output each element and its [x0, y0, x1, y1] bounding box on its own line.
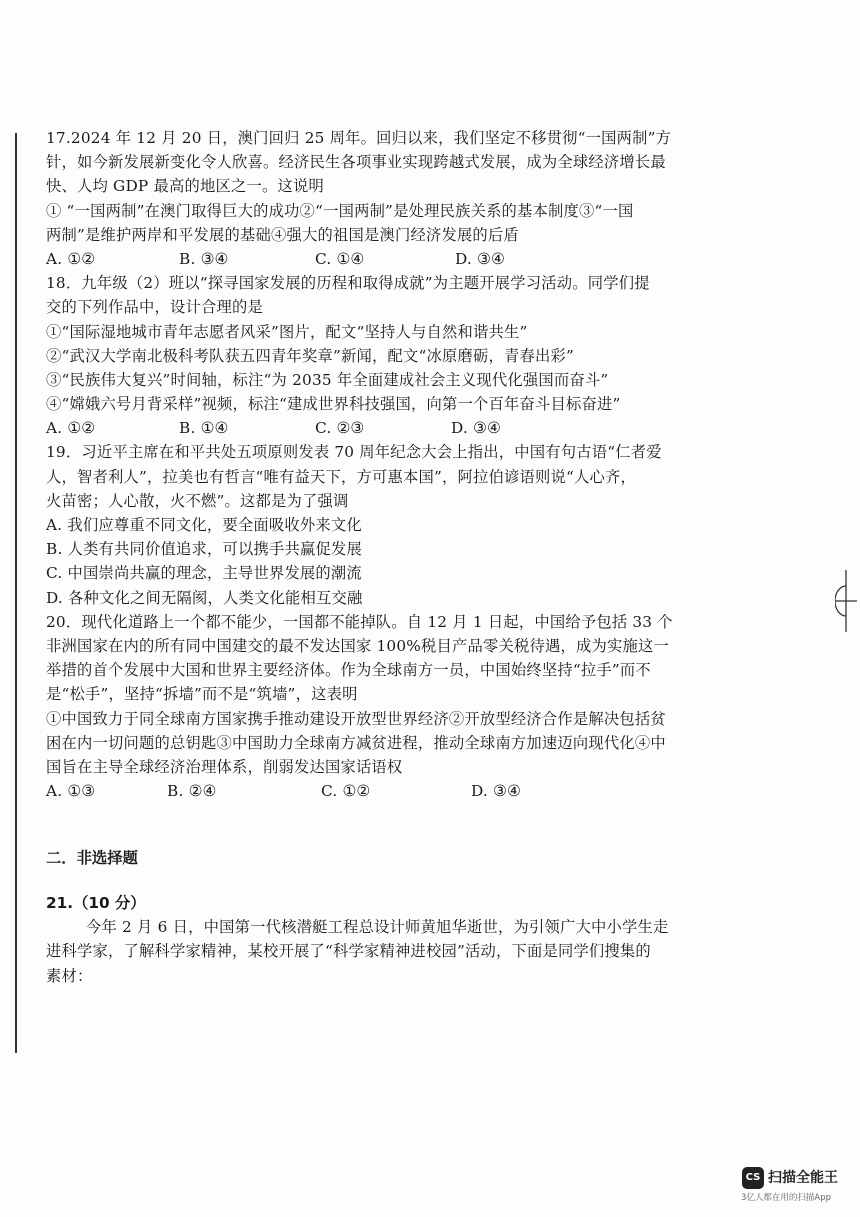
choice-b: B. ③④	[179, 249, 229, 268]
question-text-line: 火苗密；人心散，火不燃”。这都是为了强调	[46, 491, 349, 510]
question-text-line: ①中国致力于同全球南方国家携手推动建设开放型世界经济②开放型经济合作是解决包括贫	[46, 709, 666, 728]
question-text-line: 人，智者利人”，拉美也有哲言“唯有益天下，方可惠本国”，阿拉伯谚语则说“人心齐，	[46, 467, 636, 486]
choice-d: D. ③④	[451, 419, 501, 438]
choice-d: D. ③④	[471, 782, 521, 801]
choice-b: B. ②④	[167, 782, 217, 801]
question-text-line: 交的下列作品中，设计合理的是	[46, 298, 263, 317]
question-text-line: ①“国际湿地城市青年志愿者风采”图片，配文“坚持人与自然和谐共生”	[46, 322, 528, 341]
question-21	[46, 891, 706, 988]
question-text-line: 20．现代化道路上一个都不能少，一国都不能掉队。自 12 月 1 日起，中国给予包括 33 个	[46, 612, 673, 631]
answer-choices	[46, 416, 706, 440]
choice-a: A. ①③	[46, 782, 96, 801]
question-text-line: 快、人均 GDP 最高的地区之一。这说明	[46, 177, 324, 196]
watermark-tagline: 3亿人都在用的扫描App	[741, 1193, 832, 1203]
choice-c: C. ②③	[315, 419, 365, 438]
answer-choices	[46, 247, 706, 271]
question-text-line: 是“松手”，坚持“拆墙”而不是“筑墙”，这表明	[46, 685, 358, 704]
question-text-line: 进科学家，了解科学家精神，某校开展了“科学家精神进校园”活动，下面是同学们搜集的	[46, 942, 651, 961]
choice-a: A. ①②	[46, 249, 96, 268]
question-number: 21.（10 分）	[46, 894, 146, 912]
question-text-line: 针，如今新发展新变化令人欣喜。经济民生各项事业实现跨越式发展，成为全球经济增长最	[46, 153, 666, 172]
watermark-name: 扫描全能王	[768, 1170, 838, 1186]
question-text-line: 19．习近平主席在和平共处五项原则发表 70 周年纪念大会上指出，中国有句古语“仁者爱	[46, 443, 662, 462]
question-text-line: 两制”是维护两岸和平发展的基础④强大的祖国是澳门经济发展的后盾	[46, 225, 519, 244]
question-text-line: 今年 2 月 6 日，中国第一代核潜艇工程总设计师黄旭华逝世，为引领广大中小学生走	[86, 918, 669, 937]
question-text-line: 17.2024 年 12 月 20 日，澳门回归 25 周年。回归以来，我们坚定不移贯彻“一国两制”方	[46, 129, 672, 147]
choice-c: C. ①②	[321, 782, 371, 801]
question-text-line: 18．九年级（2）班以“探寻国家发展的历程和取得成就”为主题开展学习活动。同学们提	[46, 274, 650, 293]
choice-d: D. ③④	[455, 249, 505, 268]
question-text-line: 素材：	[46, 966, 93, 985]
question-text-line: ① “一国两制”在澳门取得巨大的成功②“一国两制”是处理民族关系的基本制度③“一国	[46, 201, 634, 220]
choice-d: D. 各种文化之间无隔阂，人类文化能相互交融	[46, 588, 363, 607]
choice-b: B. 人类有共同价值追求，可以携手共赢促发展	[46, 540, 363, 559]
question-text-line: 非洲国家在内的所有同中国建交的最不发达国家 100%税目产品零关税待遇，成为实施这一	[46, 636, 669, 655]
answer-choices	[46, 779, 706, 803]
question-19	[46, 440, 706, 609]
scanner-watermark	[738, 1163, 848, 1207]
section-heading: 二．非选择题	[46, 849, 138, 867]
question-20	[46, 610, 706, 804]
question-text-line: ③“民族伟大复兴”时间轴，标注“为 2035 年全面建成社会主义现代化强国而奋斗”	[46, 370, 609, 389]
question-text-line: 国旨在主导全球经济治理体系，削弱发达国家话语权	[46, 757, 403, 776]
choice-c: C. 中国崇尚共赢的理念，主导世界发展的潮流	[46, 564, 362, 583]
choice-a: A. ①②	[46, 419, 96, 438]
margin-rule	[15, 133, 17, 1053]
question-17	[46, 126, 706, 271]
camscanner-logo-icon: CS	[742, 1167, 764, 1189]
question-text-line: 举措的首个发展中大国和世界主要经济体。作为全球南方一员，中国始终坚持“拉手”而不	[46, 661, 651, 680]
choice-c: C. ①④	[315, 249, 365, 268]
question-text-line: ④“嫦娥六号月背采样”视频，标注“建成世界科技强国，向第一个百年奋斗目标奋进”	[46, 395, 621, 414]
choice-b: B. ①④	[179, 419, 229, 438]
question-text-line: 困在内一切问题的总钥匙③中国助力全球南方减贫进程，推动全球南方加速迈向现代化④中	[46, 733, 666, 752]
question-list	[46, 126, 706, 803]
question-text-line: ②“武汉大学南北极科考队获五四青年奖章”新闻，配文“冰原磨砺，青春出彩”	[46, 346, 574, 365]
binding-mark-icon	[835, 570, 857, 632]
choice-a: A. 我们应尊重不同文化，要全面吸收外来文化	[46, 516, 362, 534]
question-18	[46, 271, 706, 440]
